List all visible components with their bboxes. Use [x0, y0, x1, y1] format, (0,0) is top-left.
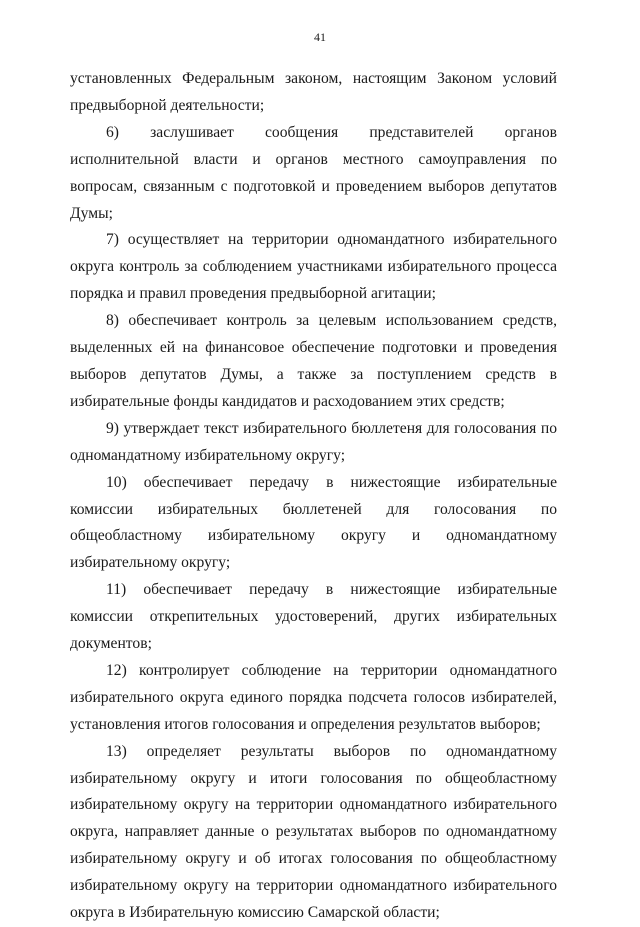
paragraph-item-12: 12) контролирует соблюдение на территории одномандатного избирательного округа единого порядка подсчета голосов избирателей, установления итогов голосования и определения результатов выборов;	[70, 661, 557, 733]
page-number: 41	[314, 30, 326, 44]
paragraph-item-6: 6) заслушивает сообщения представителей органов исполнительной власти и органов местного самоуправления по вопросам, связанным с подготовкой и проведением выборов депутатов Думы;	[70, 123, 557, 222]
paragraph-item-9: 9) утверждает текст избирательного бюллетеня для голосования по одномандатному избирательному округу;	[70, 419, 557, 464]
paragraph-item-8: 8) обеспечивает контроль за целевым использованием средств, выделенных ей на финансовое обеспечение подготовки и проведения выборов депутатов Думы, а также за поступлением средств в избирательные фонды кандидатов и расходованием этих средств;	[70, 312, 557, 410]
document-body	[70, 66, 557, 927]
paragraph-item-11: 11) обеспечивает передачу в нижестоящие избирательные комиссии открепительных удостоверений, других избирательных документов;	[70, 581, 557, 653]
paragraph-item-13: 13) определяет результаты выборов по одномандатному избирательному округу и итоги голосования по общеобластному избирательному округу на территории одномандатного избирательного округа, направляет данные о результатах выборов по одномандатному избирательному округу и об итогах голосования по общеобластному избирательному округу на территории одномандатного избирательного округа в Избирательную комиссию Самарской области;	[70, 742, 557, 922]
paragraph-item-10: 10) обеспечивает передачу в нижестоящие избирательные комиссии избирательных бюллетеней для голосования по общеобластному избирательному округу и одномандатному избирательному округу;	[70, 473, 557, 572]
paragraph-item-7: 7) осуществляет на территории одномандатного избирательного округа контроль за соблюдением участниками избирательного процесса порядка и правил проведения предвыборной агитации;	[70, 231, 557, 303]
paragraph-continuation: установленных Федеральным законом, настоящим Законом условий предвыборной деятельности;	[70, 70, 557, 114]
